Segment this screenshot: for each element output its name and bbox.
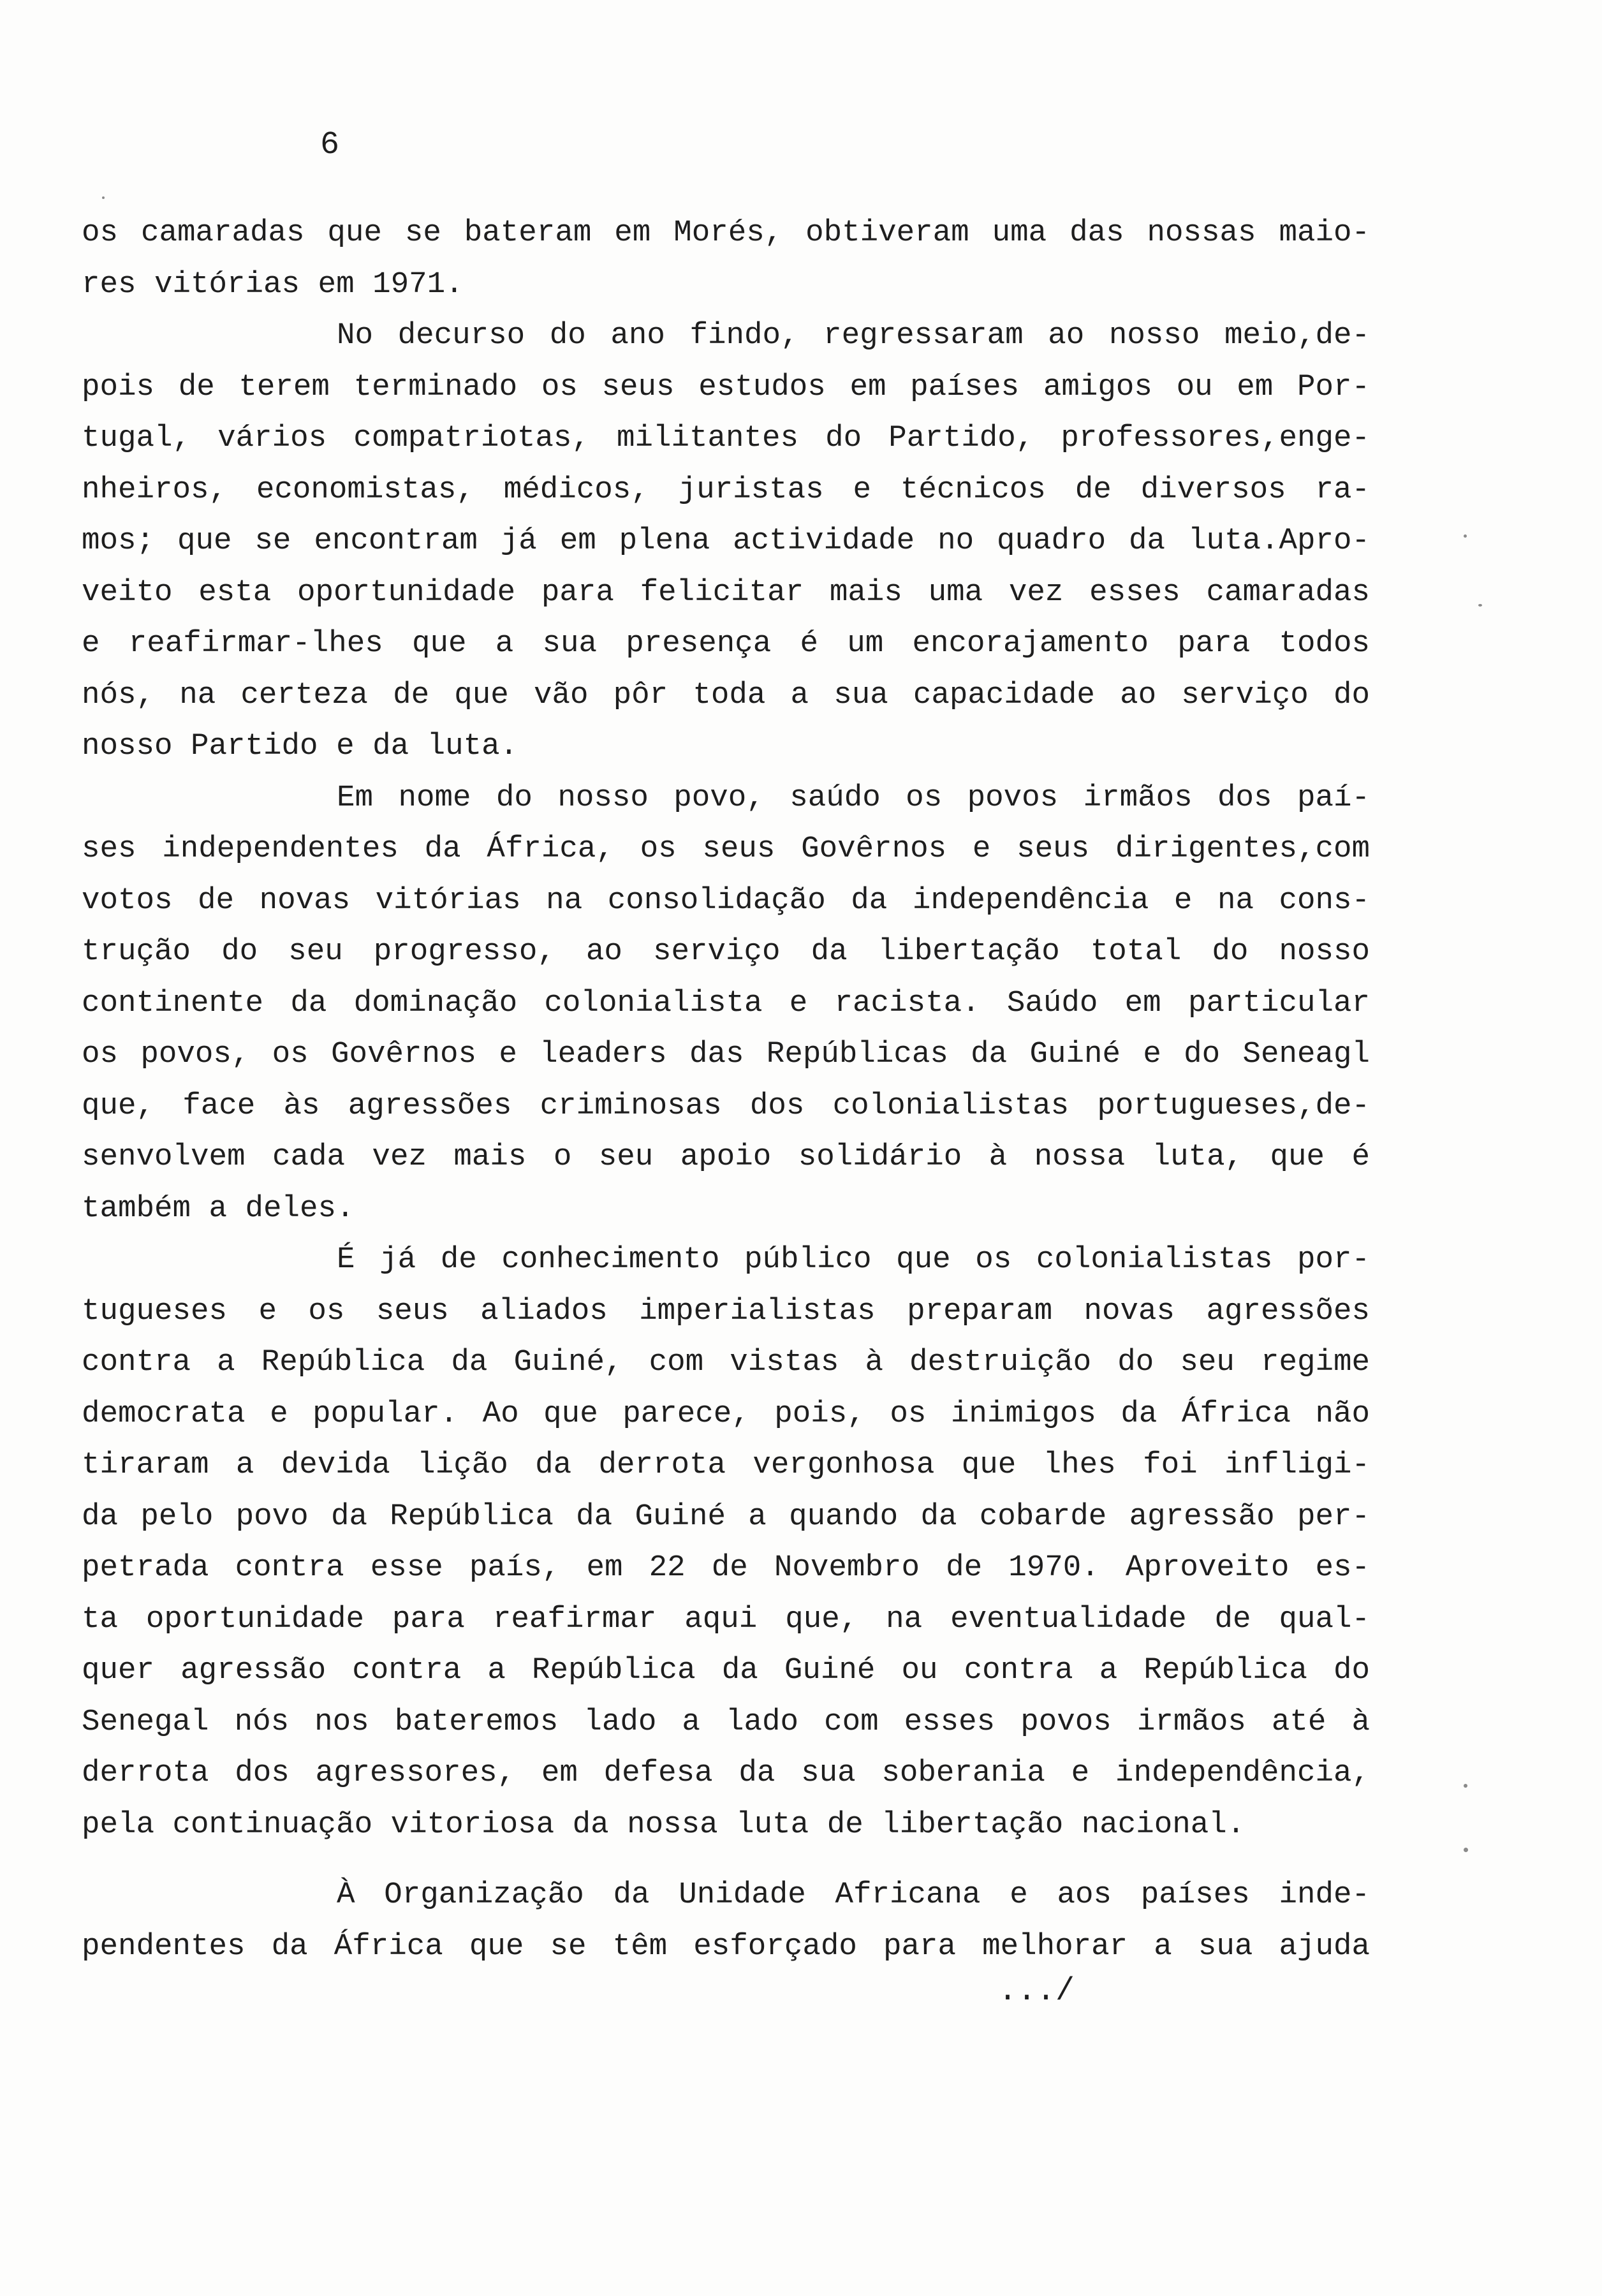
text-line: democrata e popular. Ao que parece, pois, os inimigos da África não [82,1396,1370,1431]
paragraph [82,310,1370,772]
text-line: pela continuação vitoriosa da nossa luta de libertação nacional. [82,1807,1246,1842]
text-line: que, face às agressões criminosas dos colonialistas portugueses,de- [82,1088,1370,1123]
text-line: continente da dominação colonialista e racista. Saúdo em particular [82,985,1370,1020]
text-line: tugal, vários compatriotas, militantes do Partido, professores,enge- [82,421,1370,455]
text-line: petrada contra esse país, em 22 de Novembro de 1970. Aproveito es- [82,1550,1370,1585]
text-line: À Organização da Unidade Africana e aos países inde- [337,1878,1370,1912]
scan-speck [1464,1848,1468,1852]
paragraph [82,772,1370,1235]
text-line: res vitórias em 1971. [82,267,464,302]
text-line: tugueses e os seus aliados imperialistas preparam novas agressões [82,1293,1370,1328]
text-line: Em nome do nosso povo, saúdo os povos irmãos dos paí- [337,780,1370,815]
text-line: ta oportunidade para reafirmar aqui que, na eventualidade de qual- [82,1601,1370,1637]
text-line: nheiros, economistas, médicos, juristas e técnicos de diversos ra- [82,472,1370,507]
text-line: No decurso do ano findo, regressaram ao nosso meio,de- [337,318,1370,353]
text-line: pois de terem terminado os seus estudos em países amigos ou em Por- [82,369,1370,404]
text-line: os povos, os Govêrnos e leaders das Repúblicas da Guiné e do Seneagl [82,1037,1370,1071]
scan-speck [102,196,105,199]
text-line: senvolvem cada vez mais o seu apoio solidário à nossa luta, que é [82,1140,1370,1174]
text-line: ses independentes da África, os seus Govêrnos e seus dirigentes,com [82,832,1370,866]
paragraph [82,1234,1370,1850]
text-line: Senegal nós nos bateremos lado a lado com esses povos irmãos até à [82,1704,1370,1739]
text-line: tiraram a devida lição da derrota vergonhosa que lhes foi infligi- [82,1448,1370,1482]
text-line: da pelo povo da República da Guiné a quando da cobarde agressão per- [82,1499,1370,1534]
text-line: nosso Partido e da luta. [82,729,518,763]
continuation-mark: .../ [998,1973,1075,2010]
text-line: os camaradas que se bateram em Morés, obtiveram uma das nossas maio- [82,216,1370,250]
text-line: É já de conhecimento público que os colonialistas por- [337,1242,1370,1277]
text-line: votos de novas vitórias na consolidação da independência e na cons- [82,883,1370,918]
text-line: e reafirmar-lhes que a sua presença é um encorajamento para todos [82,626,1370,661]
document-body [82,207,1370,1972]
text-line: pendentes da África que se têm esforçado para melhorar a sua ajuda [82,1929,1370,1964]
scan-speck [1464,1784,1467,1788]
paragraph-spacer [82,1850,1370,1869]
scan-speck [1464,534,1467,538]
text-line: veito esta oportunidade para felicitar mais uma vez esses camaradas [82,575,1370,610]
text-line: trução do seu progresso, ao serviço da libertação total do nosso [82,934,1370,969]
text-line: nós, na certeza de que vão pôr toda a sua capacidade ao serviço do [82,677,1370,712]
text-line: quer agressão contra a República da Guiné ou contra a República do [82,1653,1370,1688]
text-line: mos; que se encontram já em plena actividade no quadro da luta.Apro- [82,524,1370,558]
text-line: contra a República da Guiné, com vistas à destruição do seu regime [82,1345,1370,1380]
paragraph [82,207,1370,310]
text-line: também a deles. [82,1191,355,1226]
text-line: derrota dos agressores, em defesa da sua soberania e independência, [82,1756,1370,1790]
paragraph [82,1869,1370,1972]
page-number: 6 [320,127,340,163]
scan-speck [1478,604,1482,607]
